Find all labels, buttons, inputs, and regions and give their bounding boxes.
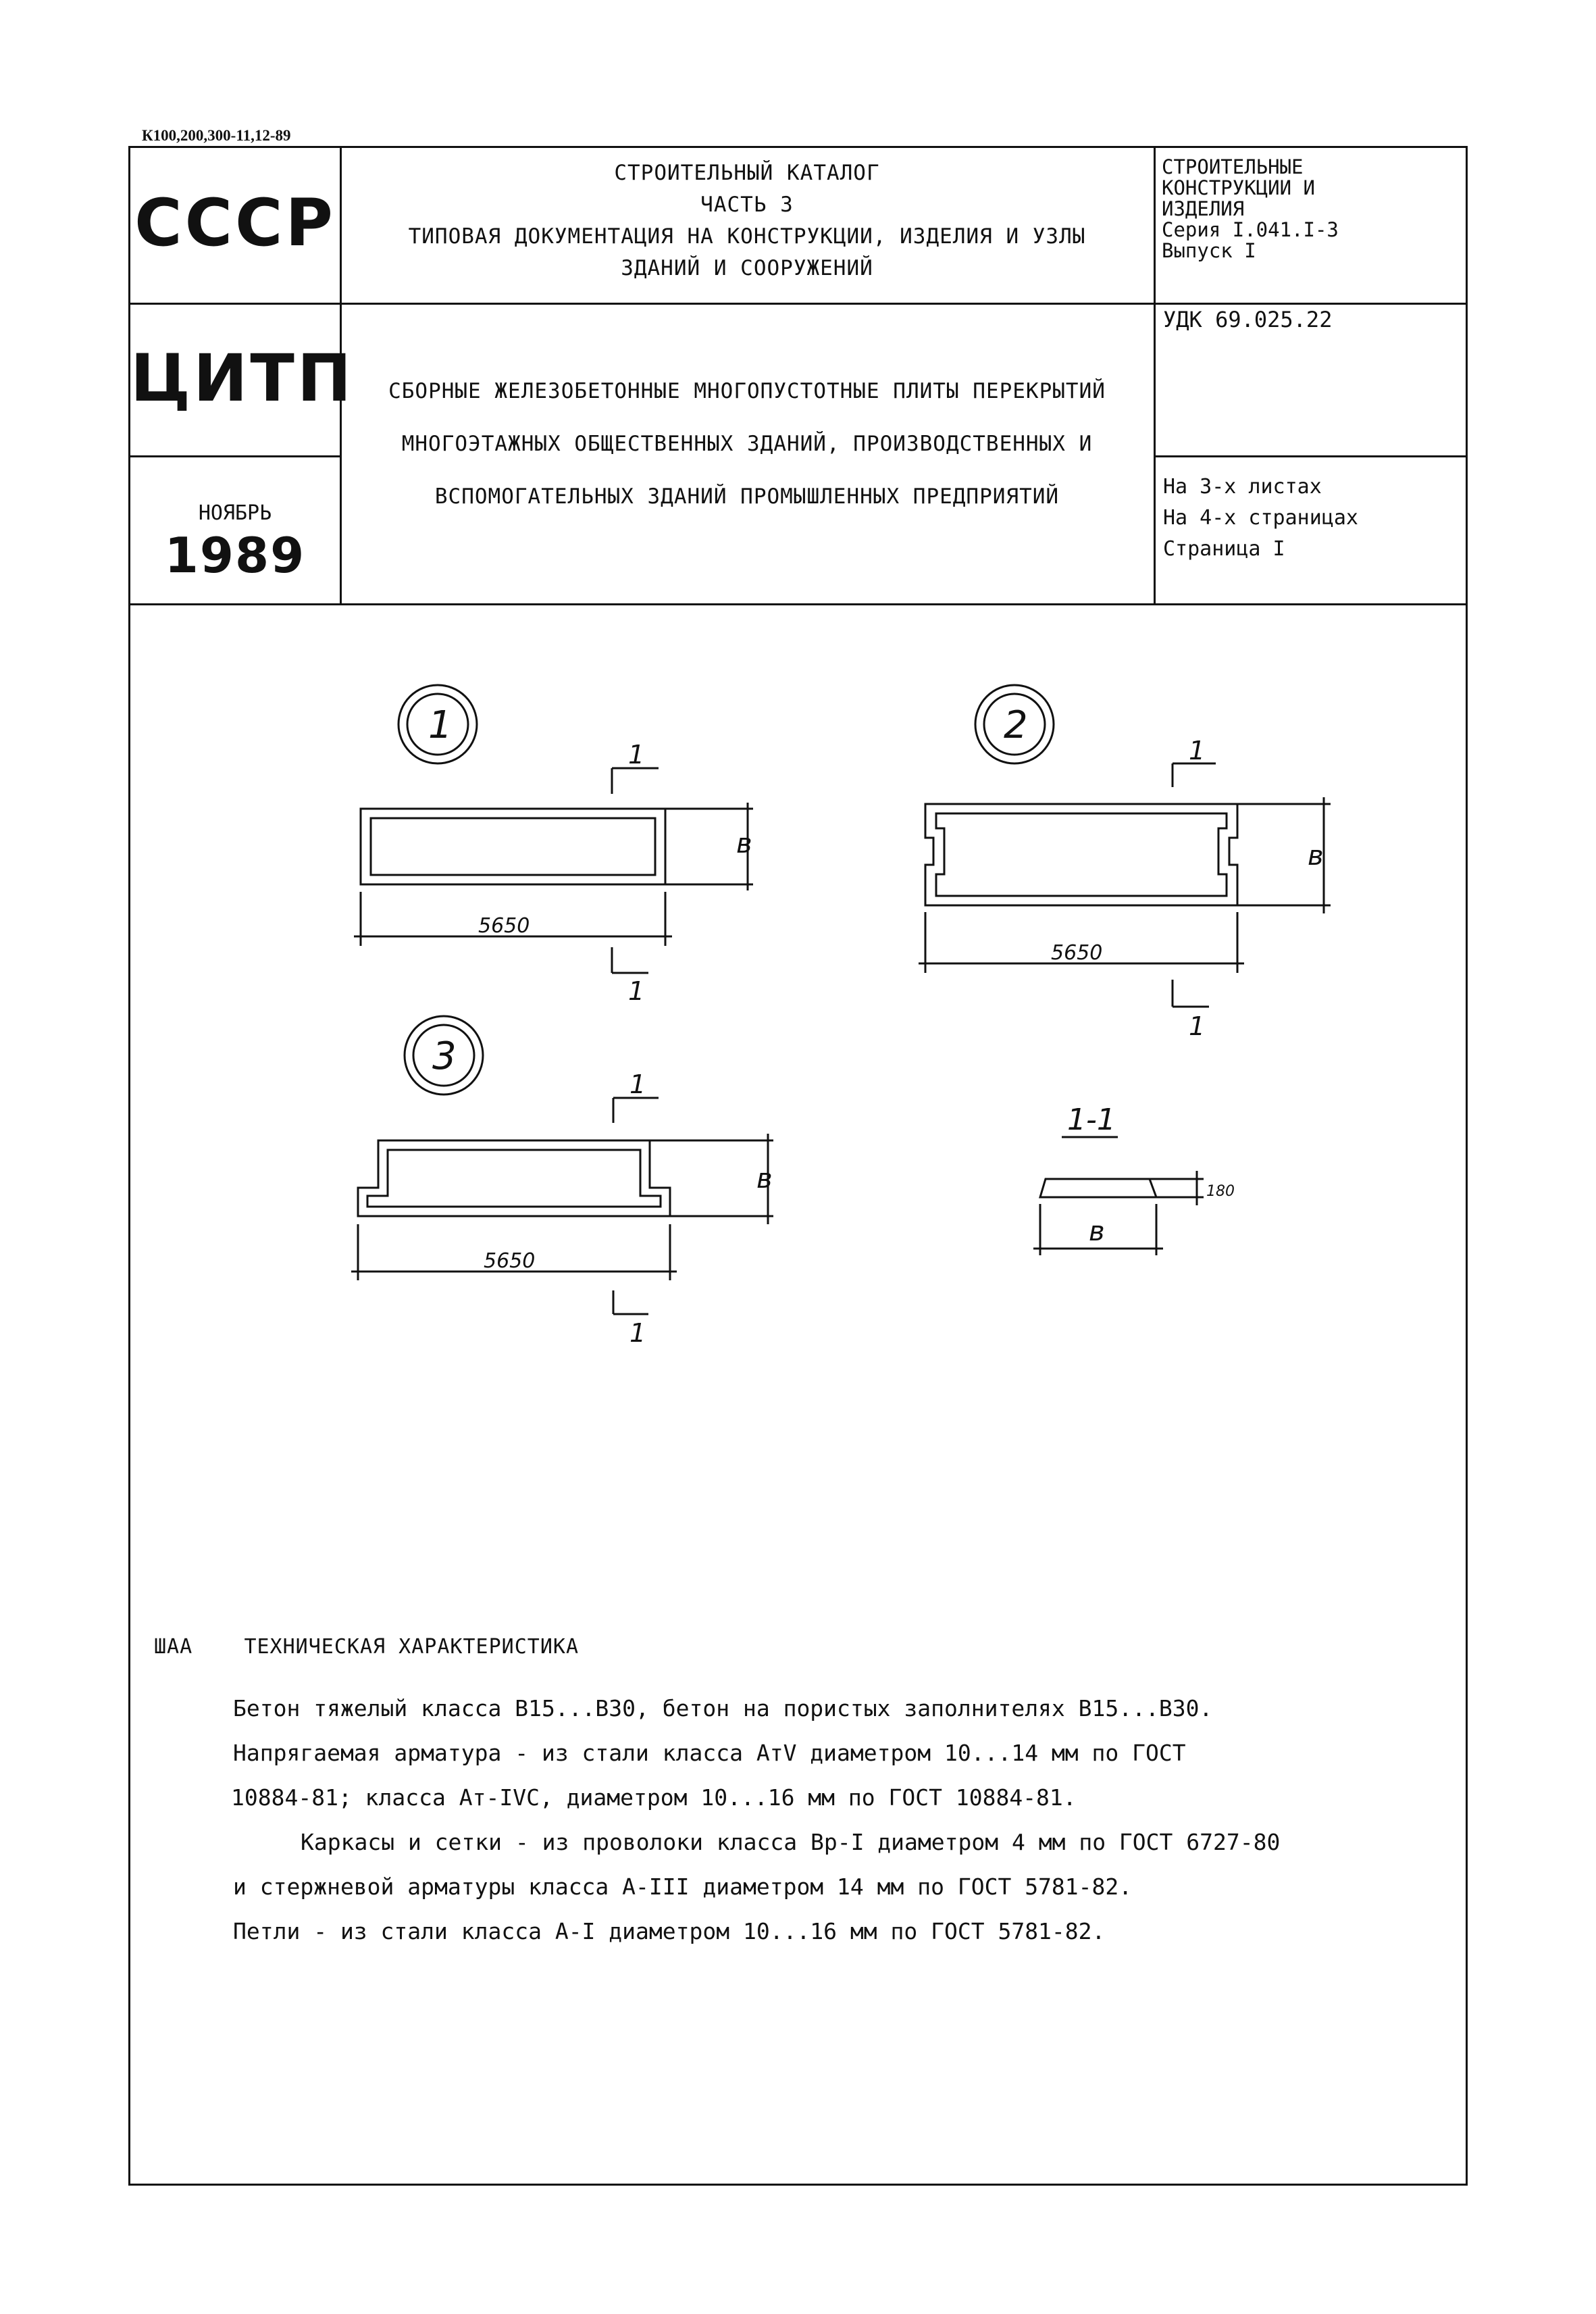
series-line-4: Серия I.041.I-3 — [1162, 218, 1339, 241]
tech-paragraph-3b: и стержневой арматуры класса А-III диаметром 14 мм по ГОСТ 5781-82. — [233, 1873, 1133, 1900]
tech-paragraph-2a: Напрягаемая арматура - из стали класса АтV диаметром 10...14 мм по ГОСТ — [233, 1740, 1186, 1766]
tech-heading — [154, 1635, 579, 1659]
series-line-1: СТРОИТЕЛЬНЫЕ — [1162, 155, 1304, 178]
tech-heading-code: ШАА — [154, 1635, 193, 1659]
section-width: в — [1089, 1216, 1105, 1247]
title-line-1: СБОРНЫЕ ЖЕЛЕЗОБЕТОННЫЕ МНОГОПУСТОТНЫЕ ПЛИТЫ ПЕРЕКРЫТИЙ — [388, 379, 1106, 403]
catalog-line-4: ЗДАНИЙ И СООРУЖЕНИЙ — [621, 256, 873, 280]
series-line-5: Выпуск I — [1162, 239, 1256, 262]
section-mark-3b: 1 — [629, 1318, 646, 1348]
slab-3-width-mark: в — [756, 1163, 773, 1194]
tech-body-continued — [233, 1776, 1442, 1954]
slab-2-length: 5650 — [1051, 941, 1103, 965]
tech-paragraph-1: Бетон тяжелый класса В15...В30, бетон на пористых заполнителях В15...В30. — [233, 1695, 1213, 1721]
month-label: НОЯБРЬ — [198, 501, 272, 525]
org-label: ЦИТП — [130, 341, 355, 416]
slab-3-outline — [358, 1140, 670, 1216]
tech-paragraph-3a: Каркасы и сетки - из проволоки класса Вр-I диаметром 4 мм по ГОСТ 6727-80 — [301, 1829, 1281, 1855]
catalog-line-1: СТРОИТЕЛЬНЫЙ КАТАЛОГ — [614, 161, 880, 185]
section-title: 1-1 — [1067, 1103, 1116, 1137]
sheets-count: На 3-х листах — [1163, 475, 1322, 499]
page-number: Страница I — [1163, 537, 1285, 561]
callout-label-1: 1 — [428, 703, 453, 747]
catalog-line-2: ЧАСТЬ 3 — [700, 193, 794, 217]
callout-label-2: 2 — [1004, 703, 1028, 747]
slab-3-length: 5650 — [484, 1249, 536, 1273]
section-mark-3a: 1 — [629, 1070, 646, 1099]
document-code: К100,200,300-11,12-89 — [142, 127, 291, 144]
tech-body — [233, 1686, 1442, 1776]
callout-label-3: 3 — [432, 1034, 457, 1078]
year-label: 1989 — [164, 527, 306, 584]
slab-1-length: 5650 — [478, 914, 530, 938]
title-line-2: МНОГОЭТАЖНЫХ ОБЩЕСТВЕННЫХ ЗДАНИЙ, ПРОИЗВОДСТВЕННЫХ И — [401, 432, 1093, 456]
section-mark-1b: 1 — [628, 976, 645, 1006]
slab-1-width-mark: в — [736, 828, 752, 859]
series-line-3: ИЗДЕЛИЯ — [1162, 197, 1245, 220]
title-line-3: ВСПОМОГАТЕЛЬНЫХ ЗДАНИЙ ПРОМЫШЛЕННЫХ ПРЕДПРИЯТИЙ — [434, 484, 1060, 509]
catalog-line-3: ТИПОВАЯ ДОКУМЕНТАЦИЯ НА КОНСТРУКЦИИ, ИЗДЕЛИЯ И УЗЛЫ — [408, 224, 1086, 249]
tech-paragraph-4: Петли - из стали класса А-I диаметром 10...16 мм по ГОСТ 5781-82. — [233, 1918, 1106, 1944]
tech-paragraph-2b: 10884-81; класса Ат-IVС, диаметром 10...16 мм по ГОСТ 10884-81. — [231, 1784, 1077, 1811]
slab-2-outline — [925, 804, 1237, 905]
section-mark-1a: 1 — [628, 740, 645, 770]
pages-count: На 4-х страницах — [1163, 506, 1358, 530]
section-mark-2a: 1 — [1189, 736, 1206, 765]
country-label: СССР — [134, 185, 336, 261]
series-line-2: КОНСТРУКЦИИ И — [1162, 176, 1315, 199]
section-1-1-outline — [1040, 1179, 1156, 1197]
slab-2-width-mark: в — [1308, 840, 1324, 872]
udk-label: УДК 69.025.22 — [1163, 307, 1333, 332]
section-height: 180 — [1206, 1183, 1235, 1200]
slab-1-outline — [361, 809, 665, 884]
section-mark-2b: 1 — [1189, 1011, 1206, 1041]
tech-heading-title: ТЕХНИЧЕСКАЯ ХАРАКТЕРИСТИКА — [244, 1635, 580, 1659]
